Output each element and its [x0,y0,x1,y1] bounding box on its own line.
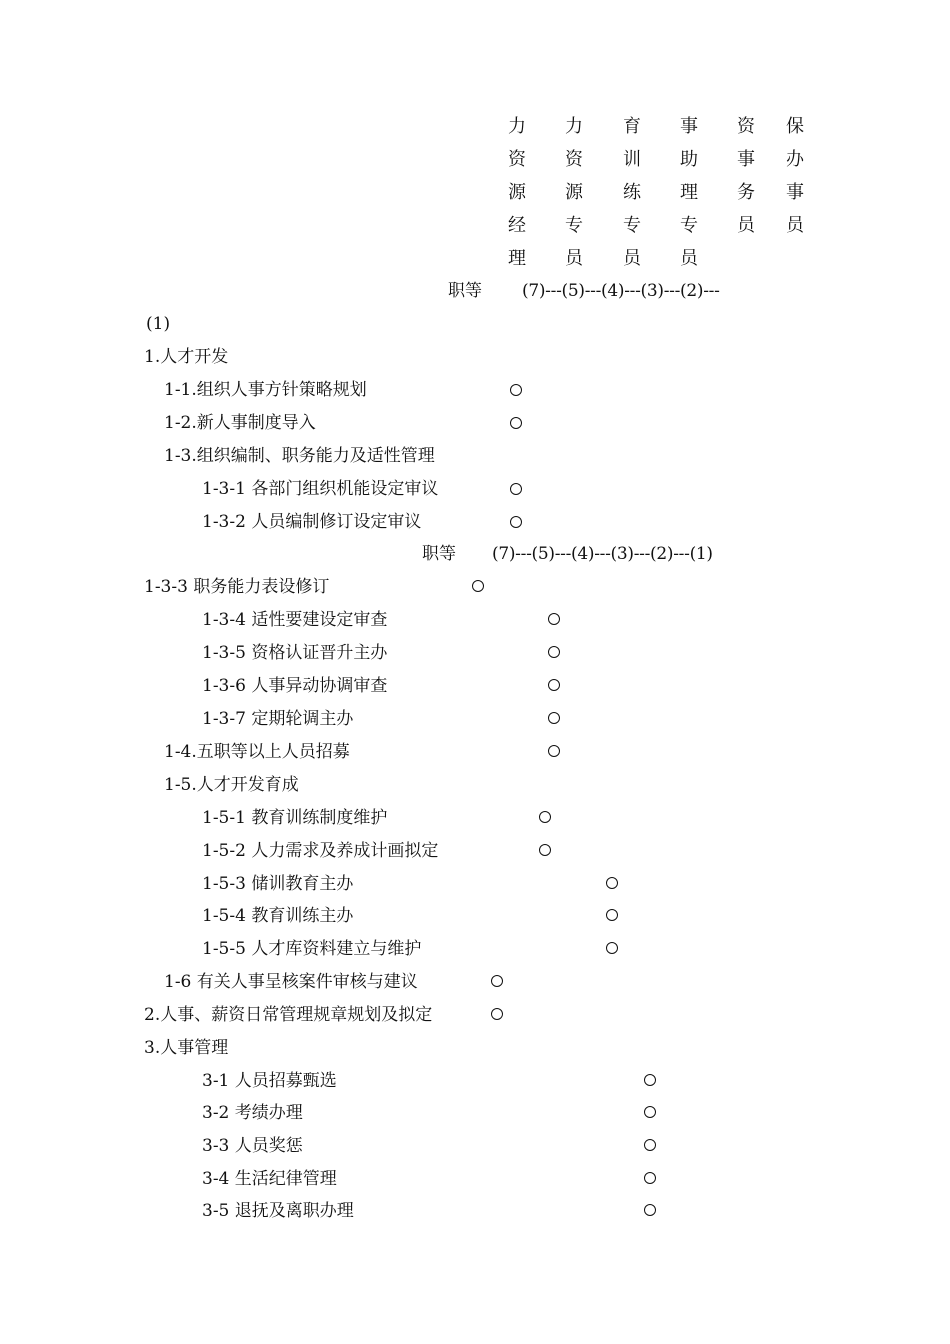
header-char: 源 [565,182,583,203]
header-char: 保 [786,116,804,137]
header-char: 事 [737,149,755,170]
responsibility-mark [644,1204,656,1216]
list-item: 3-5 退抚及离职办理 [202,1201,354,1221]
header-char: 员 [786,215,804,236]
responsibility-mark [548,712,560,724]
responsibility-mark [510,483,522,495]
list-item: 1-5-4 教育训练主办 [202,906,354,926]
grade-label: 职等 [422,544,456,564]
list-item: 3-3 人员奖惩 [202,1136,303,1156]
header-char: 源 [508,182,526,203]
header-char: 力 [508,116,526,137]
header-char: 资 [737,116,755,137]
header-char: 员 [737,215,755,236]
header-char: 员 [680,248,698,269]
header-char: 经 [508,215,526,236]
header-char: 练 [623,182,641,203]
list-item: 1-3-3 职务能力表设修订 [144,577,330,597]
header-char: 育 [623,116,641,137]
responsibility-mark [548,613,560,625]
responsibility-mark [510,384,522,396]
responsibility-mark [644,1106,656,1118]
list-item: 1-5-1 教育训练制度维护 [202,808,388,828]
header-char: 专 [680,215,698,236]
header-char: 务 [737,182,755,203]
list-item: 1-3-6 人事异动协调审查 [202,676,388,696]
header-char: 事 [786,182,804,203]
header-char: 办 [786,149,804,170]
section-title: 3.人事管理 [144,1038,229,1058]
section-title: 1.人才开发 [144,347,229,367]
responsibility-mark [548,646,560,658]
header-char: 助 [680,149,698,170]
responsibility-mark [644,1139,656,1151]
list-item: 1-3.组织编制、职务能力及适性管理 [164,446,435,466]
list-item: 1-5-3 储训教育主办 [202,874,354,894]
responsibility-mark [548,745,560,757]
list-item: 3-4 生活纪律管理 [202,1169,337,1189]
grade-scale: (7)---(5)---(4)---(3)---(2)---(1) [492,544,713,564]
header-char: 理 [680,182,698,203]
list-item: 1-5.人才开发育成 [164,775,299,795]
responsibility-mark [644,1172,656,1184]
responsibility-mark [510,516,522,528]
responsibility-mark [539,811,551,823]
list-item: 1-3-2 人员编制修订设定审议 [202,512,422,532]
header-char: 训 [623,149,641,170]
grade-scale-wrap: (1) [146,314,171,334]
responsibility-mark [472,580,484,592]
responsibility-mark [606,877,618,889]
list-item: 3-1 人员招募甄选 [202,1071,337,1091]
responsibility-mark [548,679,560,691]
responsibility-mark [606,942,618,954]
header-char: 员 [623,248,641,269]
header-char: 专 [565,215,583,236]
header-char: 力 [565,116,583,137]
header-char: 专 [623,215,641,236]
list-item: 1-4.五职等以上人员招募 [164,742,350,762]
list-item: 1-5-5 人才库资料建立与维护 [202,939,422,959]
list-item: 1-3-1 各部门组织机能设定审议 [202,479,439,499]
list-item: 1-6 有关人事呈核案件审核与建议 [164,972,418,992]
header-char: 资 [565,149,583,170]
grade-label: 职等 [448,281,482,301]
list-item: 2.人事、薪资日常管理规章规划及拟定 [144,1005,433,1025]
header-char: 理 [508,248,526,269]
list-item: 1-2.新人事制度导入 [164,413,316,433]
list-item: 1-3-7 定期轮调主办 [202,709,354,729]
list-item: 1-5-2 人力需求及养成计画拟定 [202,841,439,861]
list-item: 3-2 考绩办理 [202,1103,303,1123]
responsibility-mark [539,844,551,856]
header-char: 事 [680,116,698,137]
list-item: 1-3-4 适性要建设定审查 [202,610,388,630]
responsibility-mark [491,1008,503,1020]
responsibility-mark [606,909,618,921]
responsibility-mark [510,417,522,429]
list-item: 1-1.组织人事方针策略规划 [164,380,367,400]
responsibility-mark [644,1074,656,1086]
header-char: 员 [565,248,583,269]
responsibility-mark [491,975,503,987]
list-item: 1-3-5 资格认证晋升主办 [202,643,388,663]
grade-scale: (7)---(5)---(4)---(3)---(2)--- [522,281,720,301]
header-char: 资 [508,149,526,170]
